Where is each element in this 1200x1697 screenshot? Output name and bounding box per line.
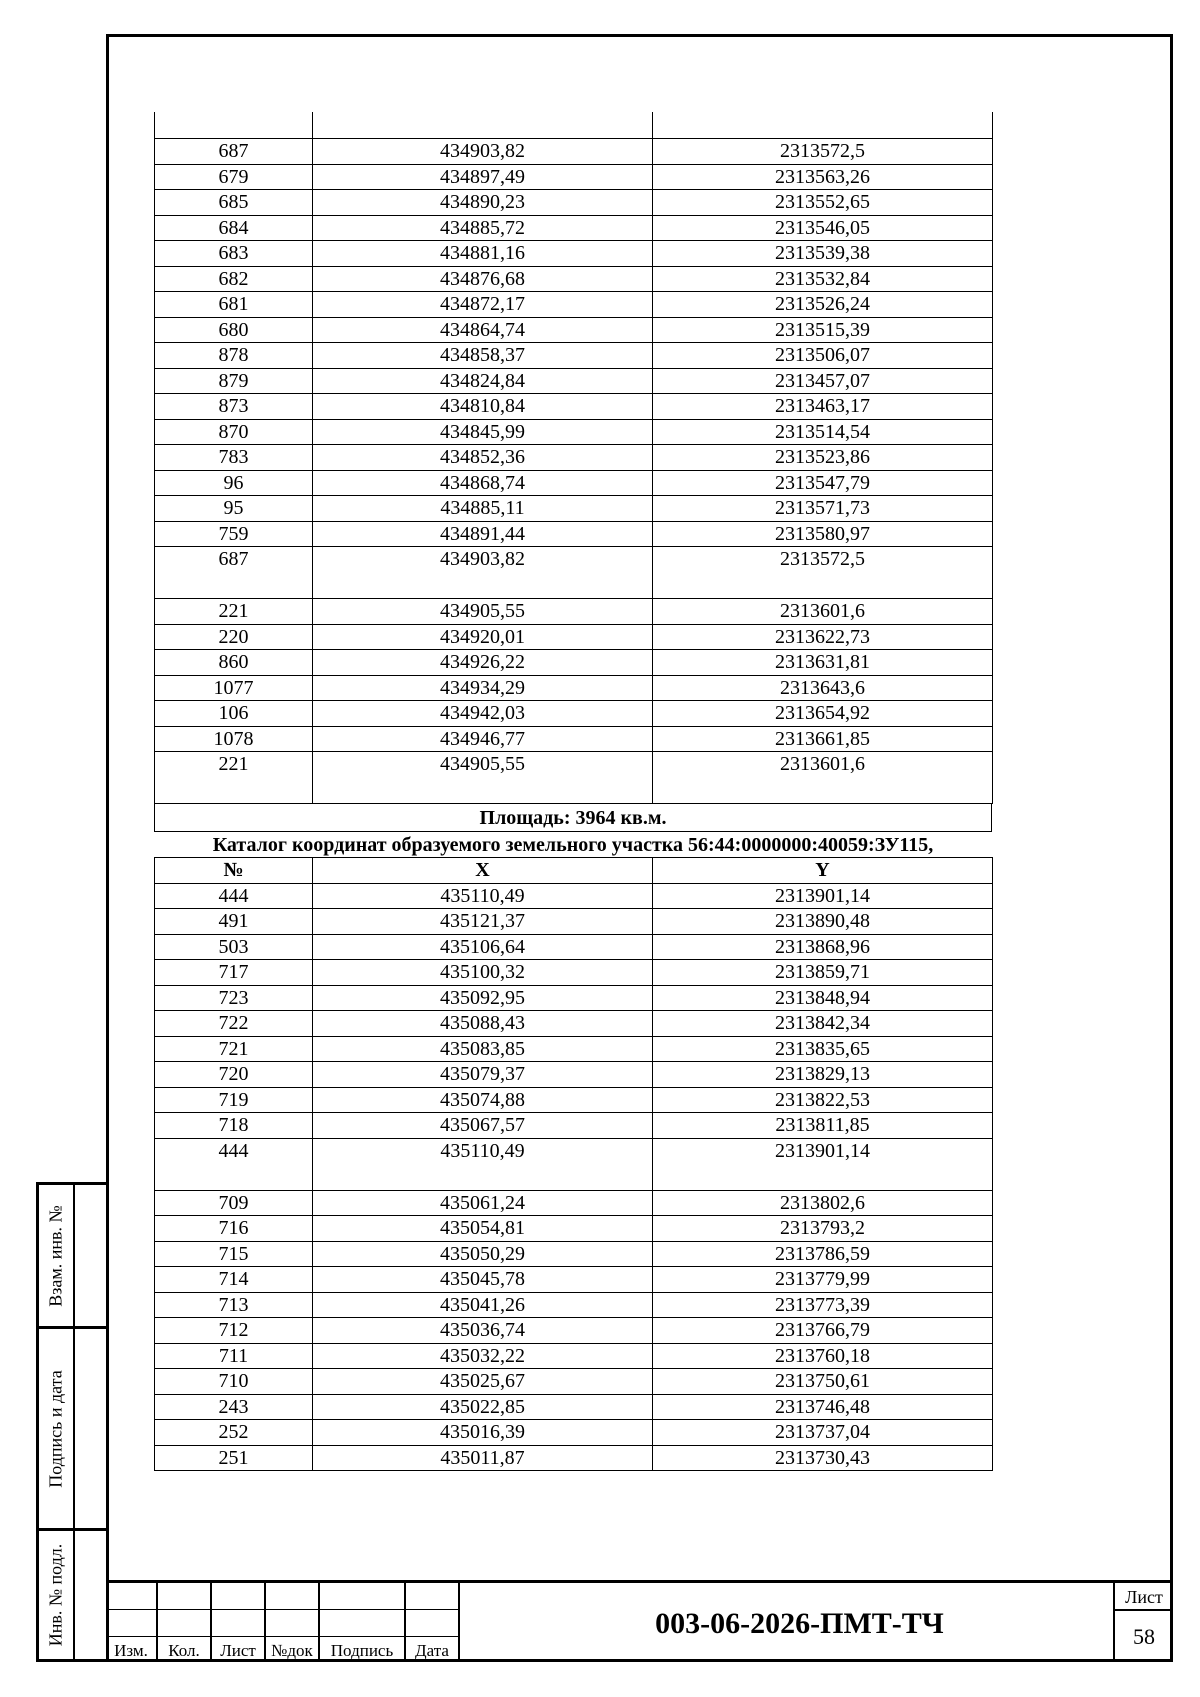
point-number: 715 <box>155 1241 313 1267</box>
coord-x: 434824,84 <box>313 368 653 394</box>
table-row <box>155 445 993 471</box>
table-row <box>155 1241 993 1267</box>
point-number: 503 <box>155 934 313 960</box>
coord-y: 2313572,5 <box>653 547 993 599</box>
coord-y: 2313514,54 <box>653 419 993 445</box>
table-row <box>155 883 993 909</box>
coord-x: 434872,17 <box>313 292 653 318</box>
table-continuation-stub <box>155 112 993 139</box>
point-number: 221 <box>155 752 313 804</box>
table-row <box>155 343 993 369</box>
coord-y: 2313601,6 <box>653 752 993 804</box>
coord-x: 435050,29 <box>313 1241 653 1267</box>
coord-y: 2313601,6 <box>653 599 993 625</box>
table-row <box>155 1062 993 1088</box>
stamp-column-label: Изм. <box>114 1641 148 1660</box>
table-row <box>155 1216 993 1242</box>
coord-x: 434868,74 <box>313 470 653 496</box>
table-row <box>155 1343 993 1369</box>
point-number: 1077 <box>155 675 313 701</box>
coord-y: 2313539,38 <box>653 241 993 267</box>
side-stamp-signature <box>36 1326 106 1531</box>
coord-y: 2313868,96 <box>653 934 993 960</box>
table-row <box>155 470 993 496</box>
table-row <box>155 317 993 343</box>
coord-y: 2313622,73 <box>653 624 993 650</box>
coord-y: 2313532,84 <box>653 266 993 292</box>
point-number: 243 <box>155 1394 313 1420</box>
table-row <box>155 521 993 547</box>
table-row <box>155 1113 993 1139</box>
coord-y: 2313773,39 <box>653 1292 993 1318</box>
stamp-column <box>406 1583 460 1662</box>
coord-x: 434905,55 <box>313 752 653 804</box>
stamp-column-label: №док <box>271 1641 313 1660</box>
table-row <box>155 419 993 445</box>
point-number: 878 <box>155 343 313 369</box>
point-number: 683 <box>155 241 313 267</box>
catalog-caption: Каталог координат образуемого земельного участка 56:44:0000000:40059:ЗУ115, <box>212 834 934 856</box>
coord-y: 2313829,13 <box>653 1062 993 1088</box>
table-row <box>155 164 993 190</box>
stamp-column-label: Подпись <box>330 1641 394 1660</box>
coord-y: 2313571,73 <box>653 496 993 522</box>
coord-y: 2313547,79 <box>653 470 993 496</box>
table-row <box>155 909 993 935</box>
coord-y: 2313760,18 <box>653 1343 993 1369</box>
point-number: 783 <box>155 445 313 471</box>
coord-x: 434885,11 <box>313 496 653 522</box>
point-number: 95 <box>155 496 313 522</box>
table-row <box>155 1138 993 1190</box>
point-number: 251 <box>155 1445 313 1471</box>
coord-y: 2313901,14 <box>653 1138 993 1190</box>
coord-x: 434876,68 <box>313 266 653 292</box>
side-label-inv: Инв. № подл. <box>45 1543 66 1647</box>
coord-x: 434903,82 <box>313 139 653 165</box>
table-row <box>155 1190 993 1216</box>
point-number: 682 <box>155 266 313 292</box>
stamp-column-label: Лист <box>220 1641 256 1660</box>
point-number: 680 <box>155 317 313 343</box>
coord-y: 2313631,81 <box>653 650 993 676</box>
point-number: 709 <box>155 1190 313 1216</box>
coord-y: 2313523,86 <box>653 445 993 471</box>
coord-y: 2313750,61 <box>653 1369 993 1395</box>
stamp-column-label: Дата <box>415 1641 449 1660</box>
coord-x: 434942,03 <box>313 701 653 727</box>
point-number: 711 <box>155 1343 313 1369</box>
coord-y: 2313730,43 <box>653 1445 993 1471</box>
point-number: 710 <box>155 1369 313 1395</box>
document-code: 003-06-2026-ПМТ-ТЧ <box>655 1607 944 1640</box>
coord-x: 435067,57 <box>313 1113 653 1139</box>
point-number: 723 <box>155 985 313 1011</box>
coord-y: 2313779,99 <box>653 1267 993 1293</box>
point-number: 491 <box>155 909 313 935</box>
coord-y: 2313822,53 <box>653 1087 993 1113</box>
point-number: 718 <box>155 1113 313 1139</box>
coord-y: 2313811,85 <box>653 1113 993 1139</box>
coord-x: 434926,22 <box>313 650 653 676</box>
table-row <box>155 1394 993 1420</box>
side-stamp-vzam <box>36 1182 106 1329</box>
table-row <box>155 241 993 267</box>
coord-y: 2313515,39 <box>653 317 993 343</box>
coord-x: 435054,81 <box>313 1216 653 1242</box>
sheet-number: 58 <box>1133 1624 1155 1649</box>
coord-x: 435100,32 <box>313 960 653 986</box>
coord-x: 435041,26 <box>313 1292 653 1318</box>
coord-x: 435088,43 <box>313 1011 653 1037</box>
coord-x: 435016,39 <box>313 1420 653 1446</box>
coord-x: 435061,24 <box>313 1190 653 1216</box>
coord-y: 2313506,07 <box>653 343 993 369</box>
table-row <box>155 1087 993 1113</box>
coord-x: 434946,77 <box>313 726 653 752</box>
point-number: 870 <box>155 419 313 445</box>
point-number: 220 <box>155 624 313 650</box>
table-row <box>155 1011 993 1037</box>
table-row <box>155 1318 993 1344</box>
coord-x: 434864,74 <box>313 317 653 343</box>
stamp-column-label: Кол. <box>168 1641 200 1660</box>
area-summary: Площадь: 3964 кв.м. <box>154 804 992 832</box>
coord-y: 2313463,17 <box>653 394 993 420</box>
coord-y: 2313766,79 <box>653 1318 993 1344</box>
point-number: 444 <box>155 1138 313 1190</box>
coord-y: 2313802,6 <box>653 1190 993 1216</box>
point-number: 860 <box>155 650 313 676</box>
table-row <box>155 1369 993 1395</box>
table-row <box>155 394 993 420</box>
point-number: 221 <box>155 599 313 625</box>
point-number: 873 <box>155 394 313 420</box>
coord-x: 434885,72 <box>313 215 653 241</box>
coord-y: 2313552,65 <box>653 190 993 216</box>
coord-y: 2313859,71 <box>653 960 993 986</box>
coord-x: 434810,84 <box>313 394 653 420</box>
coord-x: 434881,16 <box>313 241 653 267</box>
point-number: 444 <box>155 883 313 909</box>
coord-y: 2313901,14 <box>653 883 993 909</box>
stamp-column <box>266 1583 320 1662</box>
coord-y: 2313786,59 <box>653 1241 993 1267</box>
table-row <box>155 1292 993 1318</box>
coord-x: 435092,95 <box>313 985 653 1011</box>
table-row <box>155 675 993 701</box>
table-row <box>155 934 993 960</box>
header-x: X <box>313 858 653 884</box>
coord-y: 2313546,05 <box>653 215 993 241</box>
coord-y: 2313457,07 <box>653 368 993 394</box>
table-row <box>155 726 993 752</box>
point-number: 722 <box>155 1011 313 1037</box>
coord-x: 434858,37 <box>313 343 653 369</box>
point-number: 96 <box>155 470 313 496</box>
stamp-column <box>158 1583 212 1662</box>
coord-x: 435083,85 <box>313 1036 653 1062</box>
table-row <box>155 701 993 727</box>
table-row <box>155 624 993 650</box>
point-number: 714 <box>155 1267 313 1293</box>
coord-x: 435011,87 <box>313 1445 653 1471</box>
side-label-vzam: Взам. инв. № <box>45 1204 66 1307</box>
header-number: № <box>155 858 313 884</box>
coord-x: 434845,99 <box>313 419 653 445</box>
coord-x: 435079,37 <box>313 1062 653 1088</box>
point-number: 252 <box>155 1420 313 1446</box>
coord-y: 2313842,34 <box>653 1011 993 1037</box>
table-row <box>155 1267 993 1293</box>
side-stamp-inv <box>36 1528 106 1662</box>
point-number: 679 <box>155 164 313 190</box>
coord-y: 2313580,97 <box>653 521 993 547</box>
coord-y: 2313848,94 <box>653 985 993 1011</box>
coord-x: 434920,01 <box>313 624 653 650</box>
point-number: 685 <box>155 190 313 216</box>
point-number: 720 <box>155 1062 313 1088</box>
point-number: 879 <box>155 368 313 394</box>
coord-x: 434891,44 <box>313 521 653 547</box>
table-row <box>155 292 993 318</box>
coord-x: 435074,88 <box>313 1087 653 1113</box>
coord-x: 434852,36 <box>313 445 653 471</box>
coord-x: 435036,74 <box>313 1318 653 1344</box>
table-row <box>155 1445 993 1471</box>
table-row <box>155 985 993 1011</box>
point-number: 759 <box>155 521 313 547</box>
stamp-column <box>320 1583 406 1662</box>
table-row <box>155 960 993 986</box>
coord-x: 435106,64 <box>313 934 653 960</box>
coord-y: 2313563,26 <box>653 164 993 190</box>
coord-y: 2313526,24 <box>653 292 993 318</box>
coord-y: 2313835,65 <box>653 1036 993 1062</box>
title-block <box>106 1580 1173 1662</box>
coord-x: 435025,67 <box>313 1369 653 1395</box>
header-y: Y <box>653 858 993 884</box>
table-row <box>155 547 993 599</box>
side-label-signature: Подпись и дата <box>45 1369 66 1488</box>
coord-y: 2313643,6 <box>653 675 993 701</box>
point-number: 721 <box>155 1036 313 1062</box>
coord-x: 434934,29 <box>313 675 653 701</box>
table-row <box>155 1036 993 1062</box>
point-number: 712 <box>155 1318 313 1344</box>
coord-x: 435110,49 <box>313 883 653 909</box>
table-row <box>155 752 993 804</box>
point-number: 681 <box>155 292 313 318</box>
coord-x: 435110,49 <box>313 1138 653 1190</box>
coordinates-table-2 <box>154 857 993 1471</box>
table-row <box>155 650 993 676</box>
coord-y: 2313746,48 <box>653 1394 993 1420</box>
table-row <box>155 368 993 394</box>
point-number: 716 <box>155 1216 313 1242</box>
table-row <box>155 215 993 241</box>
table-header-row <box>155 858 993 884</box>
coord-x: 435032,22 <box>313 1343 653 1369</box>
coord-x: 434905,55 <box>313 599 653 625</box>
page-content <box>154 112 992 1471</box>
table-row <box>155 496 993 522</box>
coord-x: 435121,37 <box>313 909 653 935</box>
point-number: 106 <box>155 701 313 727</box>
coord-y: 2313572,5 <box>653 139 993 165</box>
point-number: 713 <box>155 1292 313 1318</box>
coord-x: 434890,23 <box>313 190 653 216</box>
coord-x: 435045,78 <box>313 1267 653 1293</box>
table-row <box>155 139 993 165</box>
coord-x: 435022,85 <box>313 1394 653 1420</box>
sheet-label: Лист <box>1115 1583 1173 1611</box>
table-row <box>155 1420 993 1446</box>
sheet-cell <box>1113 1583 1173 1662</box>
table-row <box>155 599 993 625</box>
coord-y: 2313654,92 <box>653 701 993 727</box>
coord-y: 2313661,85 <box>653 726 993 752</box>
table-row <box>155 190 993 216</box>
table-row <box>155 266 993 292</box>
point-number: 717 <box>155 960 313 986</box>
point-number: 687 <box>155 547 313 599</box>
coord-y: 2313793,2 <box>653 1216 993 1242</box>
coordinates-table-1 <box>154 112 993 804</box>
coord-x: 434897,49 <box>313 164 653 190</box>
point-number: 687 <box>155 139 313 165</box>
coord-x: 434903,82 <box>313 547 653 599</box>
stamp-column <box>106 1583 158 1662</box>
stamp-column <box>212 1583 266 1662</box>
point-number: 1078 <box>155 726 313 752</box>
point-number: 684 <box>155 215 313 241</box>
coord-y: 2313737,04 <box>653 1420 993 1446</box>
point-number: 719 <box>155 1087 313 1113</box>
coord-y: 2313890,48 <box>653 909 993 935</box>
